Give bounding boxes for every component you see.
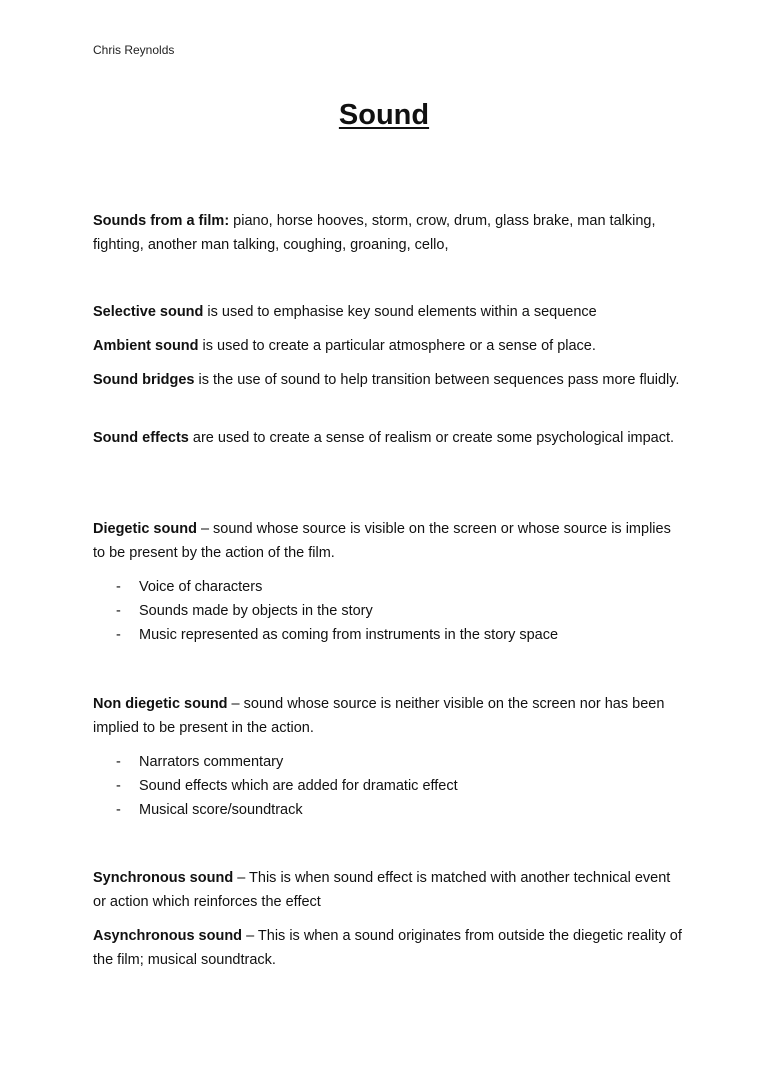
list-item: [116, 750, 676, 774]
list-item: [116, 623, 676, 647]
diegetic-sound-text: – sound whose source is visible on the screen or whose source is implies to be present by the action of the film.: [93, 521, 671, 561]
asynchronous-sound-text: – This is when a sound originates from outside the diegetic reality of the film; musical soundtrack.: [93, 928, 682, 968]
ambient-sound-paragraph: [93, 334, 683, 358]
sound-bridges-term: Sound bridges: [93, 372, 195, 388]
non-diegetic-sound-term: Non diegetic sound: [93, 696, 228, 712]
diegetic-sound-term: Diegetic sound: [93, 521, 197, 537]
synchronous-sound-text: – This is when sound effect is matched with another technical event or action which reinforces the effect: [93, 870, 671, 910]
diegetic-list: [116, 575, 676, 647]
selective-sound-term: Selective sound: [93, 304, 204, 320]
ambient-sound-term: Ambient sound: [93, 338, 199, 354]
asynchronous-sound-paragraph: [93, 924, 683, 972]
sound-effects-paragraph: [93, 426, 683, 450]
ambient-sound-text: is used to create a particular atmosphere or a sense of place.: [198, 338, 596, 354]
non-diegetic-sound-text: – sound whose source is neither visible on the screen nor has been implied to be present in the action.: [93, 696, 665, 736]
list-item-text: Musical score/soundtrack: [139, 802, 303, 818]
list-item: [116, 575, 676, 599]
sound-effects-text: are used to create a sense of realism or create some psychological impact.: [188, 430, 675, 446]
asynchronous-sound-term: Asynchronous sound: [93, 928, 243, 944]
sound-bridges-paragraph: [93, 368, 683, 392]
synchronous-sound-term: Synchronous sound: [93, 870, 234, 886]
bullet-dash: -: [116, 778, 121, 794]
sounds-from-film-text: piano, horse hooves, storm, crow, drum, glass brake, man talking, fighting, another man talking, coughing, groaning, cello,: [93, 213, 656, 253]
non-diegetic-sound-paragraph: [93, 692, 683, 740]
bullet-dash: -: [116, 754, 121, 770]
list-item-text: Sounds made by objects in the story: [139, 603, 373, 619]
selective-sound-text: is used to emphasise key sound elements within a sequence: [203, 304, 597, 320]
bullet-dash: -: [116, 603, 121, 619]
list-item: [116, 774, 676, 798]
header-author: Chris Reynolds: [93, 43, 175, 57]
synchronous-sound-paragraph: [93, 866, 683, 914]
non-diegetic-list: [116, 750, 676, 822]
list-item: [116, 599, 676, 623]
sounds-from-film-label: Sounds from a film:: [93, 213, 230, 229]
sound-bridges-text: is the use of sound to help transition between sequences pass more fluidly.: [194, 372, 680, 388]
list-item-text: Sound effects which are added for dramatic effect: [139, 778, 458, 794]
list-item-text: Music represented as coming from instruments in the story space: [139, 627, 559, 643]
list-item-text: Narrators commentary: [139, 754, 284, 770]
bullet-dash: -: [116, 579, 121, 595]
bullet-dash: -: [116, 802, 121, 818]
page-title: Sound: [338, 99, 430, 131]
diegetic-sound-paragraph: [93, 517, 683, 565]
list-item: [116, 798, 676, 822]
selective-sound-paragraph: [93, 300, 683, 324]
sound-effects-term: Sound effects: [93, 430, 189, 446]
list-item-text: Voice of characters: [139, 579, 263, 595]
sounds-from-film-paragraph: [93, 209, 683, 257]
bullet-dash: -: [116, 627, 121, 643]
